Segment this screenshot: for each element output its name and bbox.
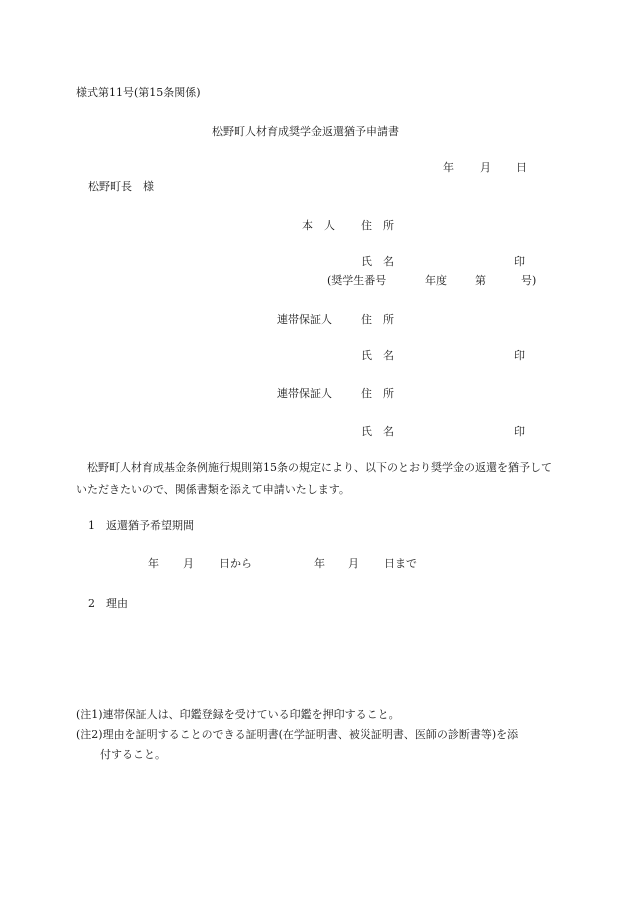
scholar-number-open: (奨学生番号: [327, 274, 387, 287]
applicant-seal: 印: [514, 255, 525, 268]
period-from-year: 年: [148, 557, 159, 570]
period-to-month: 月: [348, 557, 359, 570]
date-day-label: 日: [516, 161, 527, 174]
form-number: 様式第11号(第15条関係): [76, 86, 201, 99]
body-paragraph: 松野町人材育成基金条例施行規則第15条の規定により、以下のとおり奨学金の返還を猶予していただきたいので、関係書類を添えて申請いたします。: [76, 461, 552, 496]
applicant-role: 本 人: [302, 219, 335, 232]
scholar-number-go: 号): [521, 274, 537, 287]
guarantor1-seal: 印: [514, 349, 525, 362]
guarantor2-address-label: 住 所: [361, 387, 394, 400]
item2-number: 2: [88, 597, 95, 610]
guarantor1-address-label: 住 所: [361, 313, 394, 326]
document-title: 松野町人材育成奨学金返還猶予申請書: [212, 125, 399, 138]
guarantor1-name-label: 氏 名: [361, 349, 394, 362]
period-to-year: 年: [314, 557, 325, 570]
scholar-number-dai: 第: [475, 274, 486, 287]
guarantor1-role: 連帯保証人: [277, 313, 332, 326]
scholar-number-year: 年度: [425, 274, 447, 287]
guarantor2-name-label: 氏 名: [361, 425, 394, 438]
guarantor2-seal: 印: [514, 425, 525, 438]
date-year-label: 年: [443, 161, 454, 174]
note-2-line2: 付すること。: [100, 748, 166, 761]
date-month-label: 月: [480, 161, 491, 174]
guarantor2-role: 連帯保証人: [277, 387, 332, 400]
period-from-day: 日から: [219, 557, 252, 570]
period-to-day: 日まで: [384, 557, 417, 570]
note-1: (注1)連帯保証人は、印鑑登録を受けている印鑑を押印すること。: [76, 708, 400, 721]
item1-label: 返還猶予希望期間: [106, 519, 194, 532]
period-from-month: 月: [183, 557, 194, 570]
note-2-line1: (注2)理由を証明することのできる証明書(在学証明書、被災証明書、医師の診断書等)を添: [76, 728, 519, 741]
item1-number: 1: [88, 519, 95, 532]
notes: [76, 705, 556, 765]
applicant-name-label: 氏 名: [361, 255, 394, 268]
item2-label: 理由: [106, 597, 128, 610]
applicant-address-label: 住 所: [361, 219, 394, 232]
addressee: 松野町長 様: [88, 180, 154, 193]
